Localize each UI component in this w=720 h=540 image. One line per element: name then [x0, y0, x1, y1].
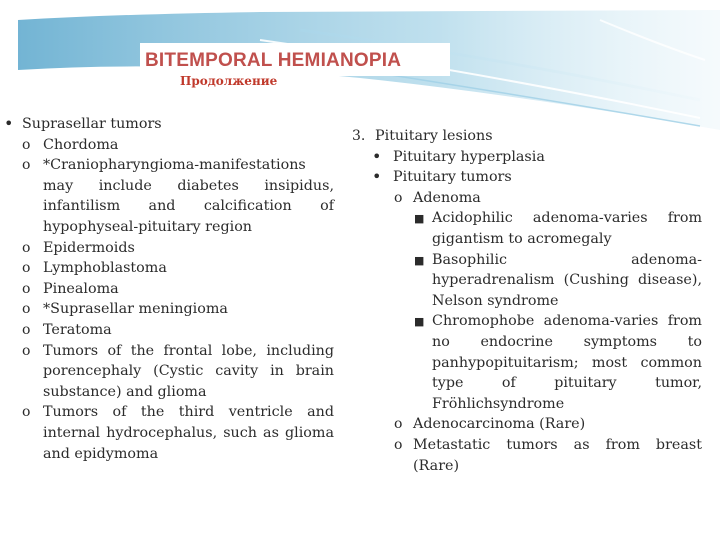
left-list-item	[4, 135, 334, 156]
list-marker: o	[22, 157, 31, 174]
list-item-text: Basophilic adenoma-hyperadrenalism (Cushing disease), Nelson syndrome	[432, 251, 702, 309]
list-item-text: Tumors of the frontal lobe, including porencephaly (Cystic cavity in brain substance) and glioma	[43, 342, 334, 400]
right-bullet-list	[352, 147, 702, 188]
list-item-text: Teratoma	[43, 321, 112, 338]
list-marker: o	[394, 436, 403, 453]
list-marker: o	[22, 260, 31, 277]
list-marker: •	[372, 146, 382, 166]
list-item-text: Metastatic tumors as from breast (Rare)	[413, 436, 702, 474]
adenoma-type-item	[352, 250, 702, 312]
list-marker: ■	[414, 212, 425, 226]
sub-marker: o	[394, 189, 403, 206]
list-item-text: Tumors of the third ventricle and internal hydrocephalus, such as glioma and epidymoma	[43, 404, 334, 462]
list-marker: o	[22, 301, 31, 318]
list-item-text: Acidophilic adenoma-varies from gigantism to acromegaly	[432, 210, 702, 247]
adenoma-label: Adenoma	[413, 189, 481, 206]
right-heading	[352, 126, 702, 147]
list-item-text: *Suprasellar meningioma	[43, 301, 228, 318]
right-bullet-item	[352, 167, 702, 188]
slide-subtitle: Продолжение	[180, 74, 278, 88]
list-item-text: Adenocarcinoma (Rare)	[413, 416, 586, 433]
other-tumor-item	[352, 435, 702, 476]
list-marker: o	[394, 416, 403, 433]
left-list-item	[4, 155, 334, 237]
list-marker: o	[22, 239, 31, 256]
title-box	[140, 43, 450, 76]
bullet-marker: •	[4, 114, 14, 133]
adenoma-item	[352, 188, 702, 209]
adenoma-type-item	[352, 311, 702, 414]
list-marker: ■	[414, 253, 425, 267]
list-item-text: Pinealoma	[43, 280, 119, 297]
left-item-list	[4, 135, 334, 465]
list-item-text: Chromophobe adenoma-varies from no endocrine symptoms to panhypopituitarism; most common type of pituitary tumor, Fröhlichsyndrome	[432, 313, 702, 412]
right-heading-text: Pituitary lesions	[375, 128, 493, 144]
left-list-item	[4, 341, 334, 403]
list-item-text: Chordoma	[43, 136, 119, 153]
list-item-text: Pituitary hyperplasia	[393, 148, 545, 165]
list-marker: ■	[414, 315, 425, 329]
other-tumor-item	[352, 414, 702, 435]
adenoma-type-list	[352, 208, 702, 414]
heading-number: 3.	[352, 128, 366, 144]
list-marker: o	[22, 404, 31, 421]
left-list-item	[4, 320, 334, 341]
adenoma-type-item	[352, 208, 702, 249]
list-marker: •	[372, 167, 382, 187]
left-list-item	[4, 402, 334, 464]
left-column	[4, 114, 334, 464]
left-list-item	[4, 299, 334, 320]
list-item-text: Lymphoblastoma	[43, 260, 167, 277]
list-marker: o	[22, 321, 31, 338]
other-tumor-list	[352, 414, 702, 476]
list-item-text: Epidermoids	[43, 239, 135, 256]
left-heading	[4, 114, 334, 135]
right-column	[352, 126, 702, 476]
left-list-item	[4, 238, 334, 259]
right-bullet-item	[352, 147, 702, 168]
list-marker: o	[22, 280, 31, 297]
left-list-item	[4, 258, 334, 279]
list-marker: o	[22, 136, 31, 153]
slide-title: BITEMPORAL HEMIANOPIA	[145, 50, 402, 71]
left-heading-text: Suprasellar tumors	[22, 116, 162, 132]
left-list-item	[4, 279, 334, 300]
list-item-text: *Craniopharyngioma-manifestations may include diabetes insipidus, infantilism and calcification of hypophyseal-pituitary region	[43, 157, 334, 235]
list-item-text: Pituitary tumors	[393, 169, 512, 186]
list-marker: o	[22, 342, 31, 359]
